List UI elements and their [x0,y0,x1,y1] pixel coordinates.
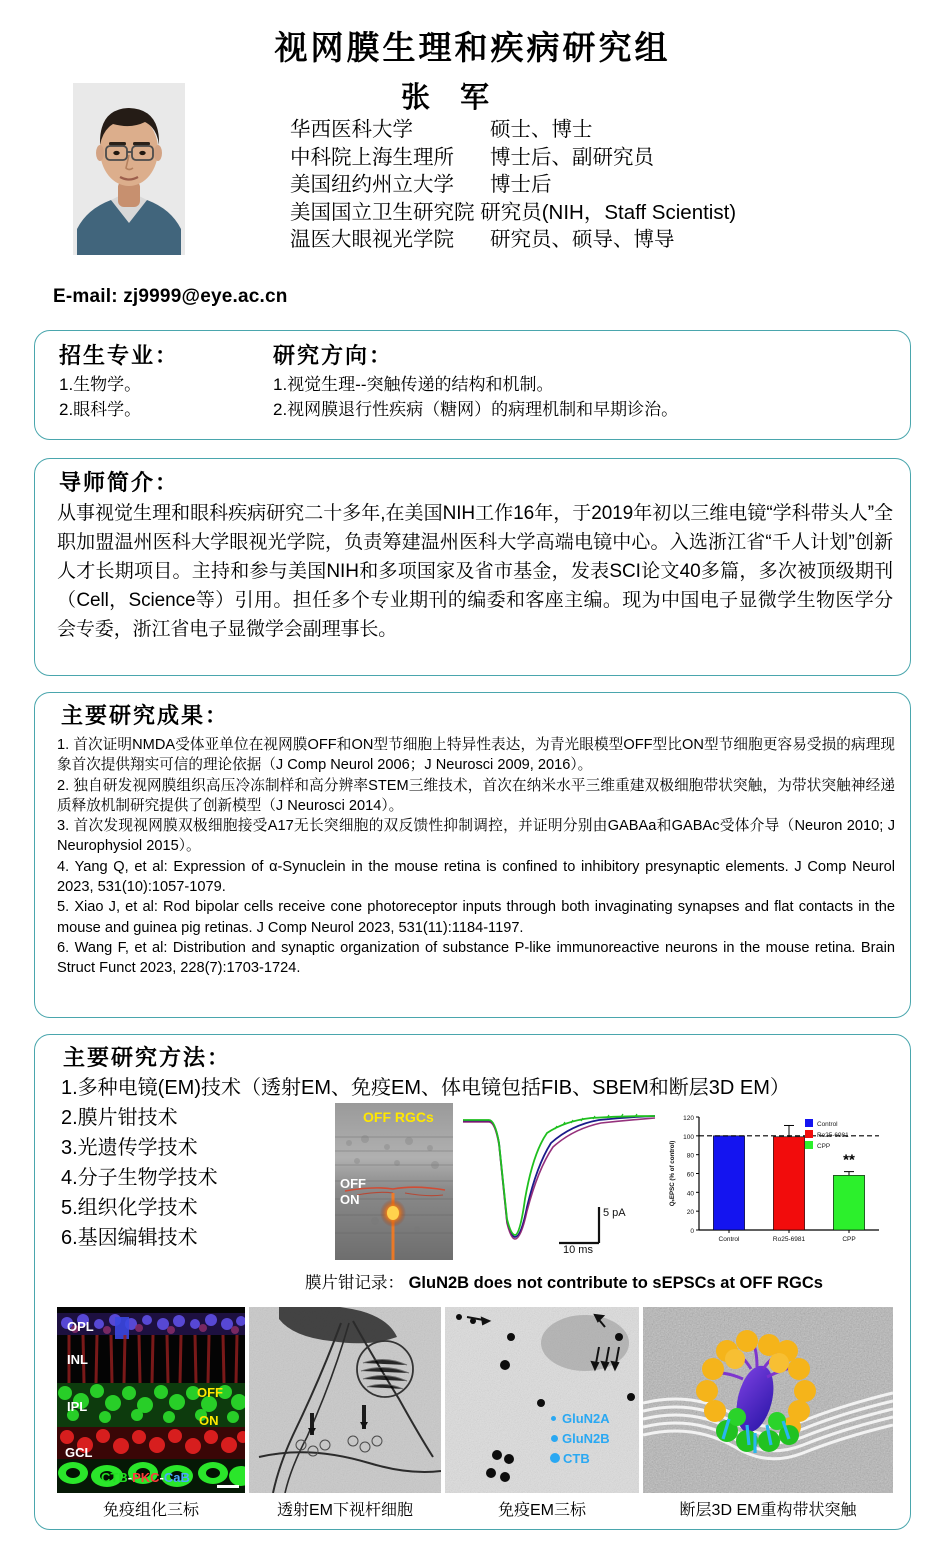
cv-row [290,116,930,144]
label-inl: INL [67,1352,88,1367]
svg-text:**: ** [843,1151,855,1169]
professor-name: 张 军 [400,80,500,114]
svg-text:QₛEPSC (% of control): QₛEPSC (% of control) [669,1140,676,1207]
direction-item: 2.视网膜退行性疾病（糖网）的病理机制和早期诊治。 [273,400,679,419]
cv-institution: 华西医科大学 [290,118,413,141]
cv-row [290,171,930,199]
micrograph-caption: 免疫EM三标 [497,1502,586,1519]
svg-text:120: 120 [683,1115,694,1122]
patch-clamp-caption [305,1269,905,1293]
rgc-off-label: OFF [340,1176,366,1191]
page-title: 视网膜生理和疾病研究组 [274,28,671,67]
achievement-item: 2. 独自研发视网膜组织高压冷冻制样和高分辨率STEM三维技术，首次在纳米水平三维重建双极细胞带状突触，为带状突触神经递质释放机制研究提供了创新模型（J Neurosci 2014）。 [57,777,895,814]
label-on: ON [199,1413,219,1428]
trace-scale-x-label: 10 ms [563,1244,593,1256]
micrograph-immunohistochemistry [57,1307,245,1493]
cv-institution: 美国纽约州立大学 [290,173,454,196]
svg-text:Control: Control [718,1236,740,1243]
cv-role: 博士后、副研究员 [490,145,654,169]
svg-text:100: 100 [683,1133,694,1141]
svg-text:Ro25-6981: Ro25-6981 [817,1132,849,1139]
achievement-item: 4. Yang Q, et al: Expression of α-Synuclein in the mouse retina is confined to inhibitory presynaptic elements. J Comp Neurol 2023, 531(10):1057-1079. [57,858,895,896]
trace-scale-y-label: 5 pA [603,1207,626,1219]
method-item: 6.基因编辑技术 [61,1227,198,1249]
micrograph-tem-rod [249,1307,441,1493]
cv-institution: 美国国立卫生研究院 研究员(NIH，Staff Scientist) [290,200,737,224]
achievements-title: 主要研究成果： [61,703,230,729]
key-dash: - [127,1470,133,1485]
micrograph-caption: 免疫组化三标 [102,1502,199,1519]
directions-title: 研究方向： [273,343,394,369]
major-item: 2.眼科学。 [59,400,142,419]
key-dash: - [159,1470,164,1485]
major-item: 1.生物学。 [59,375,142,394]
cv-role: 硕士、博士 [490,118,593,141]
methods-list [61,1103,331,1253]
header [0,0,945,322]
direction-item: 1.视觉生理--突触传递的结构和机制。 [273,375,554,394]
legend-ctb-text: CTB [563,1451,590,1466]
majors-column [59,339,249,422]
achievement-item: 1. 首次证明NMDA受体亚单位在视网膜OFF和ON型节细胞上特异性表达，为青光眼模型OFF型比ON型节细胞更容易受损的病理现象首次提供翔实可信的理论依据（J Comp Neurol 2006；J Neurosci 2009, 2016）。 [57,737,895,774]
key-pkc: PKC [132,1470,160,1485]
cv-row [290,226,930,254]
label-gcl: GCL [65,1445,93,1460]
patch-caption-en: GluN2B does not contribute to sEPSCs at OFF RGCs [408,1274,823,1292]
label-opl: OPL [67,1319,94,1334]
bio-panel [34,458,911,676]
svg-text:CPP: CPP [817,1143,831,1150]
sepsc-bar-chart [665,1103,887,1260]
admission-panel [34,330,911,440]
bio-title: 导师简介： [59,470,180,496]
methods-panel [34,1034,911,1530]
label-off: OFF [197,1385,223,1400]
micrograph-caption: 透射EM下视杆细胞 [276,1502,413,1519]
micrograph-caption: 断层3D EM重构带状突触 [679,1502,857,1519]
svg-text:20: 20 [686,1209,694,1217]
method-item: 2.膜片钳技术 [61,1107,178,1129]
methods-title: 主要研究方法： [63,1045,232,1071]
method-item-1: 1.多种电镜(EM)技术（透射EM、免疫EM、体电镜包括FIB、SBEM和断层3D EM） [61,1077,790,1099]
patch-caption-cn: 膜片钳记录： [305,1274,404,1292]
svg-text:0: 0 [690,1228,694,1235]
rgc-on-label: ON [340,1192,360,1207]
directions-column [273,339,893,422]
key-ctb: CTB [101,1470,128,1485]
cv-institution: 中科院上海生理所 [290,145,454,169]
achievement-item: 6. Wang F, et al: Distribution and synaptic organization of substance P-like immunoreactive neurons in the mouse retina. Brain Struct Funct 2023, 228(7):1703-1724. [57,939,895,977]
legend-glun2a-text: GluN2A [562,1411,610,1426]
svg-text:40: 40 [686,1190,694,1198]
legend-glun2b-text: GluN2B [562,1431,610,1446]
label-ipl: IPL [67,1399,88,1414]
svg-text:60: 60 [686,1171,694,1179]
micrograph-3d-reconstruction [643,1307,893,1493]
svg-text:Ro25-6981: Ro25-6981 [772,1236,806,1243]
method-item: 5.组织化学技术 [61,1197,198,1219]
epsc-trace-plot [459,1103,661,1260]
portrait-photo [73,83,185,255]
rgc-micrograph [335,1103,453,1260]
key-cab: CaB [163,1470,190,1485]
achievements-panel [34,692,911,1018]
achievements-list [57,735,895,979]
cv-role: 研究员、硕导、博导 [490,228,675,251]
method-item: 3.光遗传学技术 [61,1137,198,1159]
rgc-top-label: OFF RGCs [363,1109,434,1125]
bio-text: 从事视觉生理和眼科疾病研究二十多年,在美国NIH工作16年，于2019年初以三维电镜“学科带头人”全职加盟温州医科大学眼视光学院，负责筹建温州医科大学高端电镜中心。入选浙江省“千人计划”创新人才长期项目。主持和参与美国NIH和多项国家及省市基金，发表SCI论文40多篇，多次被顶级期刊（Cell，Science等）引用。担任多个专业期刊的编委和客座主编。现为中国电子显微学生物医学分会专委，浙江省电子显微学会副理事长。 [57,503,893,640]
micrograph-row [57,1307,893,1493]
micrograph-immuno-em [445,1307,639,1493]
cv-row [290,199,930,227]
achievement-item: 3. 首次发现视网膜双极细胞接受A17无长突细胞的双反馈性抑制调控，并证明分别由GABAa和GABAc受体介导（Neuron 2010; J Neurophysiol 2015）。 [57,818,895,855]
majors-title: 招生专业： [59,343,180,369]
patch-clamp-figure-row [301,1103,887,1263]
svg-text:80: 80 [686,1152,694,1160]
cv-row [290,144,930,172]
cv-institution: 温医大眼视光学院 [290,228,454,251]
svg-text:Control: Control [817,1121,838,1128]
svg-text:CPP: CPP [842,1236,856,1243]
cv-list [290,116,930,254]
cv-role: 博士后 [490,173,552,196]
micrograph-captions [57,1497,893,1523]
method-item: 4.分子生物学技术 [61,1167,218,1189]
email-address: E-mail: zj9999@eye.ac.cn [53,286,288,307]
achievement-item: 5. Xiao J, et al: Rod bipolar cells receive cone photoreceptor inputs through both invaginating synapses and flat contacts in the mouse and guinea pig retinas. J Comp Neurol 2023, 531(11):1184-1197. [57,899,895,936]
